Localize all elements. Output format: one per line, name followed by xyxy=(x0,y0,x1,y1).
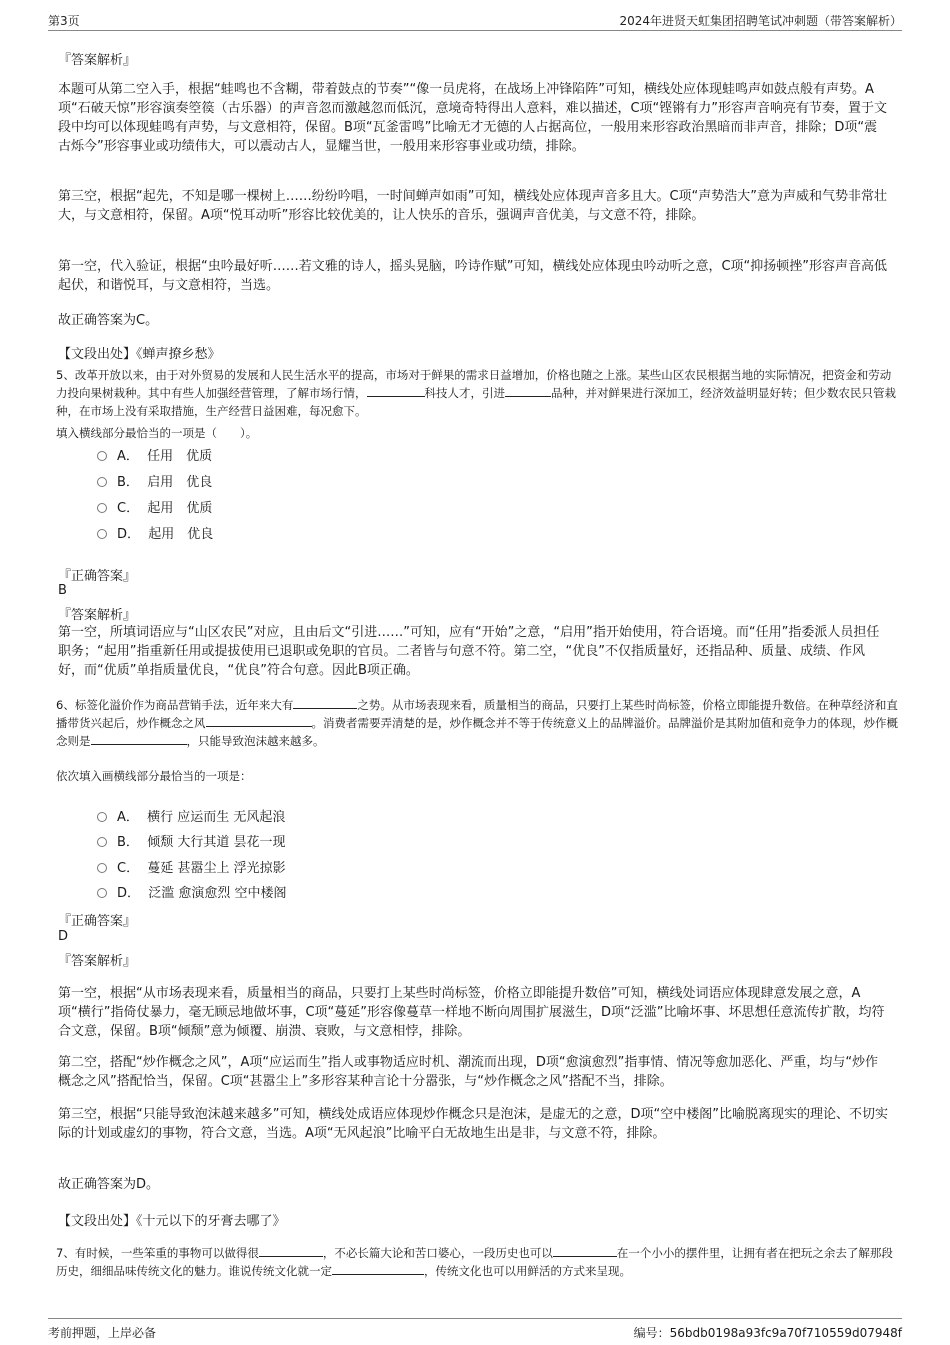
option-text: 横行 应运而生 无风起浪 xyxy=(147,810,286,825)
q6-analysis-paragraph-2: 第二空，搭配“炒作概念之风”，A项“应运而生”指人或事物适应时机、潮流而出现，D项“愈演愈烈”指事情、情况等愈加恶化、严重，均与“炒作概念之风”搭配恰当，保留。C项“甚嚣尘上”多形容某种言论十分嚣张，与“炒作概念之风”搭配不当，排除。 xyxy=(58,1055,879,1089)
q5-option-d[interactable] xyxy=(97,523,213,542)
q4-analysis-paragraph-3: 第一空，代入验证，根据“虫吟最好听……若文雅的诗人，摇头晃脑，吟诗作赋”可知，横线处应体现虫吟动听之意，C项“抑扬顿挫”形容声音高低起伏，和谐悦耳，与文意相符，当选。 xyxy=(58,259,888,293)
q7-stem-part-4: ，传统文化也可以用鲜活的方式来呈现。 xyxy=(424,1264,631,1278)
q6-stem-part-1: 6、标签化溢价作为商品营销手法，近年来大有 xyxy=(56,698,294,712)
q6-option-d[interactable] xyxy=(97,882,287,901)
q5-prompt: 填入横线部分最恰当的一项是（ ）。 xyxy=(56,426,258,440)
option-text: 倾颓 大行其道 昙花一现 xyxy=(147,835,286,850)
q6-blank-3 xyxy=(91,732,187,745)
option-letter: A． xyxy=(117,449,139,464)
q7-stem-part-3: 在一个小小的摆件里，让拥有者在把玩之余去了解那段历史，细细品味传统文化的魅力。谁说传统文化就一定 xyxy=(56,1246,893,1278)
q6-stem-part-3: 。消费者需要弄清楚的是，炒作概念并不等于传统意义上的品牌溢价。品牌溢价是其附加值和竞争力的体现，炒作概念则是 xyxy=(56,716,898,748)
document-title: 2024年进贤天虹集团招聘笔试冲刺题（带答案解析） xyxy=(619,14,902,28)
option-text: 启用 优良 xyxy=(147,475,213,490)
q4-analysis-label: 『答案解析』 xyxy=(58,53,137,68)
page-number: 第3页 xyxy=(48,14,80,28)
q6-option-c[interactable] xyxy=(97,857,286,876)
q7-stem-part-2: ，不必长篇大论和苦口婆心，一段历史也可以 xyxy=(322,1246,553,1260)
q5-option-b[interactable] xyxy=(97,471,212,490)
document-code-value: 56bdb0198a93fc9a70f710559d07948f xyxy=(669,1326,902,1340)
q5-analysis-label: 『答案解析』 xyxy=(58,608,137,623)
q6-answer-statement: 故正确答案为D。 xyxy=(58,1177,160,1192)
q5-stem xyxy=(56,366,902,420)
option-letter: D． xyxy=(117,886,141,901)
q6-answer-label: 『正确答案』 xyxy=(58,914,137,929)
q4-analysis-paragraph-2: 第三空，根据“起先，不知是哪一棵树上……纷纷吟唱，一时间蝉声如雨”可知，横线处应体现声音多且大。C项“声势浩大”意为声威和气势非常壮大，与文意相符，保留。A项“悦耳动听”形容比较优美的，让人快乐的音乐，强调声音优美，与文意不符，排除。 xyxy=(58,189,888,223)
option-letter: D． xyxy=(117,527,141,542)
document-code xyxy=(634,1324,902,1341)
q6-blank-1 xyxy=(293,696,357,709)
q7-stem xyxy=(56,1244,902,1280)
option-letter: B． xyxy=(117,475,139,490)
q4-source-label: 【文段出处】 xyxy=(58,347,137,362)
q7-blank-3 xyxy=(332,1262,424,1275)
q6-stem-part-4: ，只能导致泡沫越来越多。 xyxy=(186,734,325,748)
radio-icon[interactable] xyxy=(97,888,107,898)
q5-answer: B xyxy=(58,583,67,598)
q4-source-title: 《蝉声撩乡愁》 xyxy=(136,347,221,362)
q4-analysis-paragraph-1: 本题可从第二空入手，根据“蛙鸣也不含糊，带着鼓点的节奏”“像一员虎将，在战场上冲锋陷阵”可知，横线处应体现蛙鸣声如鼓点般有声势。A项“石破天惊”形容演奏箜篌（古乐器）的声音忽而激越忽而低沉，意境奇特得出人意料，难以描述，C项“铿锵有力”形容声音响亮有节奏，置于文段中均可以体现蛙鸣有声势，与文意相符，保留。B项“瓦釜雷鸣”比喻无才无德的人占据高位，一般用来形容政治黑暗而非声音，排除；D项“震古烁今”形容事业或功绩伟大，可以震动古人，显耀当世，一般用来形容事业或功绩，排除。 xyxy=(58,82,888,154)
radio-icon[interactable] xyxy=(97,812,107,822)
q7-blank-1 xyxy=(259,1244,323,1257)
radio-icon[interactable] xyxy=(97,863,107,873)
footer-slogan: 考前押题，上岸必备 xyxy=(48,1326,157,1340)
option-letter: C． xyxy=(117,501,140,516)
q7-stem-part-1: 7、有时候，一些笨重的事物可以做得很 xyxy=(56,1246,259,1260)
q5-blank-1 xyxy=(367,384,425,397)
q5-stem-part-3: 品种，并对鲜果进行深加工，经济效益明显好转；但少数农民只管栽种，在市场上没有采取措施，生产经营日益困难，每况愈下。 xyxy=(56,386,896,418)
option-letter: C． xyxy=(117,861,140,876)
q6-source-label: 【文段出处】 xyxy=(58,1214,137,1229)
q6-analysis-paragraph-1: 第一空，根据“从市场表现来看，质量相当的商品，只要打上某些时尚标签，价格立即能提升数倍”可知，横线处词语应体现肆意发展之意，A项“横行”指倚仗暴力，毫无顾忌地做坏事，C项“蔓延”形容像蔓草一样地不断向周围扩展滋生，D项“泛滥”比喻坏事、坏思想任意流传扩散，均符合文意，保留。B项“倾颓”意为倾覆、崩溃、衰败，与文意相悖，排除。 xyxy=(58,986,885,1039)
q6-stem-part-2: 之势。从市场表现来看，质量相当的商品，只要打上某些时尚标签，价格立即能提升数倍。在种草经济和直播带货兴起后，炒作概念之风 xyxy=(56,698,898,730)
q5-option-a[interactable] xyxy=(97,445,212,464)
page-footer xyxy=(48,1318,902,1340)
q6-option-a[interactable] xyxy=(97,806,285,825)
option-letter: A． xyxy=(117,810,139,825)
radio-icon[interactable] xyxy=(97,503,107,513)
q6-stem xyxy=(56,696,902,750)
option-text: 起用 优质 xyxy=(147,501,213,516)
q4-source xyxy=(58,343,890,362)
option-text: 泛滥 愈演愈烈 空中楼阁 xyxy=(148,886,287,901)
q6-source-title: 《十元以下的牙膏去哪了》 xyxy=(136,1214,286,1229)
page-header xyxy=(48,12,902,31)
radio-icon[interactable] xyxy=(97,477,107,487)
radio-icon[interactable] xyxy=(97,451,107,461)
q7-blank-2 xyxy=(553,1244,617,1257)
q6-analysis-label: 『答案解析』 xyxy=(58,954,137,969)
option-text: 任用 优质 xyxy=(147,449,213,464)
q6-analysis-paragraph-3: 第三空，根据“只能导致泡沫越来越多”可知，横线处成语应体现炒作概念只是泡沫，是虚无的之意，D项“空中楼阁”比喻脱离现实的理论、不切实际的计划或虚幻的事物，符合文意，当选。A项“无风起浪”比喻平白无故地生出是非，与文意不符，排除。 xyxy=(58,1107,888,1141)
option-text: 起用 优良 xyxy=(148,527,214,542)
option-text: 蔓延 甚嚣尘上 浮光掠影 xyxy=(147,861,286,876)
option-letter: B． xyxy=(117,835,139,850)
q4-answer-statement: 故正确答案为C。 xyxy=(58,313,159,328)
q5-answer-label: 『正确答案』 xyxy=(58,569,137,584)
q5-analysis: 第一空，所填词语应与“山区农民”对应，且由后文“引进……”可知，应有“开始”之意，“启用”指开始使用，符合语境。而“任用”指委派人员担任职务；“起用”指重新任用或提拔使用已退职或免职的官员。二者皆与句意不符。第二空，“优良”不仅指质量好，还指品种、质量、成绩、作风好，而“优质”单指质量优良，“优良”符合句意。因此B项正确。 xyxy=(58,625,880,678)
q6-prompt: 依次填入画横线部分最恰当的一项是： xyxy=(56,769,252,783)
q5-stem-part-1: 5、改革开放以来，由于对外贸易的发展和人民生活水平的提高，市场对于鲜果的需求日益增加，价格也随之上涨。某些山区农民根据当地的实际情况，把资金和劳动力投向果树栽种。其中有些人加强经营管理，了解市场行情， xyxy=(56,368,892,400)
q6-answer: D xyxy=(58,929,69,944)
q5-option-c[interactable] xyxy=(97,497,212,516)
radio-icon[interactable] xyxy=(97,529,107,539)
q5-stem-part-2: 科技人才，引进 xyxy=(424,386,505,400)
q6-source xyxy=(58,1210,890,1229)
q5-blank-2 xyxy=(505,384,551,397)
q6-blank-2 xyxy=(206,714,312,727)
document-code-label: 编号： xyxy=(633,1326,670,1340)
q6-option-b[interactable] xyxy=(97,831,285,850)
radio-icon[interactable] xyxy=(97,837,107,847)
